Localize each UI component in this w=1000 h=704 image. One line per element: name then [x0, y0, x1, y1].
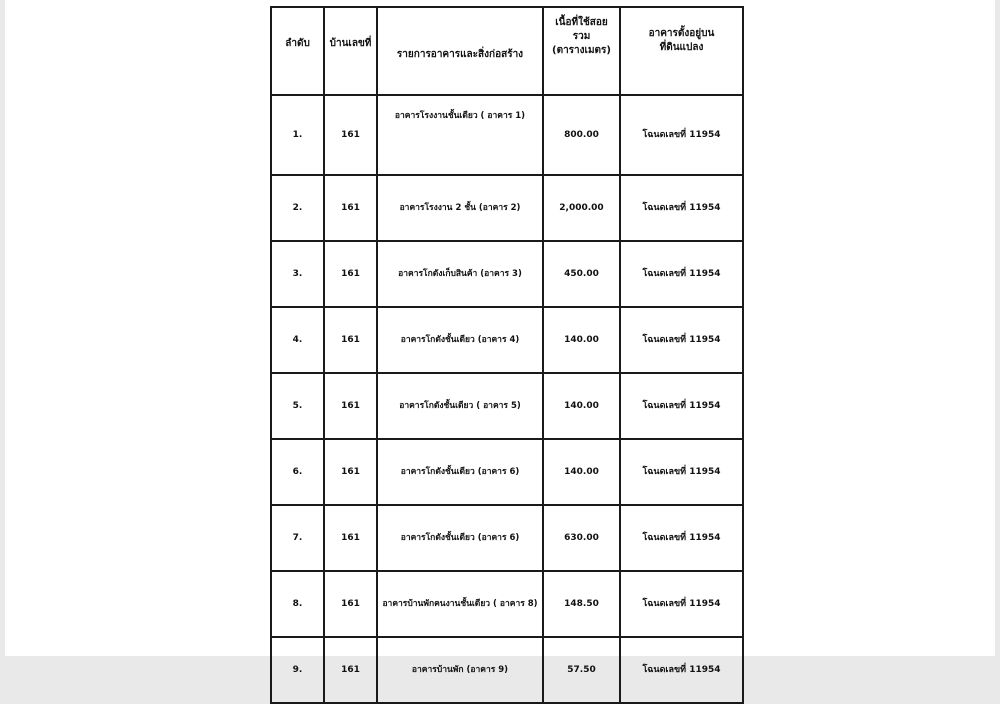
cell-house-no: 161	[324, 637, 377, 703]
cell-area: 140.00	[543, 307, 620, 373]
cell-location: โฉนดเลขที่ 11954	[620, 241, 743, 307]
cell-no: 4.	[271, 307, 324, 373]
cell-house-no: 161	[324, 175, 377, 241]
cell-location: โฉนดเลขที่ 11954	[620, 571, 743, 637]
cell-no: 7.	[271, 505, 324, 571]
cell-description: อาคารโรงงานชั้นเดียว ( อาคาร 1)	[377, 95, 543, 175]
table-row	[271, 307, 743, 373]
table-row	[271, 637, 743, 703]
cell-location: โฉนดเลขที่ 11954	[620, 307, 743, 373]
cell-no: 6.	[271, 439, 324, 505]
cell-area: 2,000.00	[543, 175, 620, 241]
header-location-line1: อาคารตั้งอยู่บน	[648, 28, 715, 39]
cell-description: อาคารโกดังเก็บสินค้า (อาคาร 3)	[377, 241, 543, 307]
header-location-line2: ที่ดินแปลง	[659, 42, 704, 53]
cell-area: 148.50	[543, 571, 620, 637]
cell-house-no: 161	[324, 95, 377, 175]
cell-area: 57.50	[543, 637, 620, 703]
cell-house-no: 161	[324, 505, 377, 571]
cell-description: อาคารโกดังชั้นเดียว (อาคาร 4)	[377, 307, 543, 373]
cell-location: โฉนดเลขที่ 11954	[620, 373, 743, 439]
table-row	[271, 373, 743, 439]
header-no: ลำดับ	[271, 7, 324, 95]
cell-description: อาคารบ้านพัก (อาคาร 9)	[377, 637, 543, 703]
cell-house-no: 161	[324, 307, 377, 373]
cell-house-no: 161	[324, 241, 377, 307]
cell-area: 140.00	[543, 373, 620, 439]
cell-area: 800.00	[543, 95, 620, 175]
cell-house-no: 161	[324, 439, 377, 505]
header-area-line2: (ตารางเมตร)	[552, 45, 611, 56]
table-header-row	[271, 7, 743, 95]
cell-no: 5.	[271, 373, 324, 439]
table-row	[271, 505, 743, 571]
header-house-no: บ้านเลขที่	[324, 7, 377, 95]
cell-description: อาคารโรงงาน 2 ชั้น (อาคาร 2)	[377, 175, 543, 241]
cell-no: 2.	[271, 175, 324, 241]
cell-area: 450.00	[543, 241, 620, 307]
table-row	[271, 439, 743, 505]
header-description: รายการอาคารและสิ่งก่อสร้าง	[377, 7, 543, 95]
cell-no: 3.	[271, 241, 324, 307]
cell-no: 8.	[271, 571, 324, 637]
cell-area: 140.00	[543, 439, 620, 505]
table-row	[271, 95, 743, 175]
header-location	[620, 7, 743, 95]
cell-location: โฉนดเลขที่ 11954	[620, 505, 743, 571]
header-area-line1: เนื้อที่ใช้สอยรวม	[555, 17, 608, 42]
cell-description: อาคารโกดังชั้นเดียว (อาคาร 6)	[377, 439, 543, 505]
header-area	[543, 7, 620, 95]
cell-area: 630.00	[543, 505, 620, 571]
cell-house-no: 161	[324, 571, 377, 637]
cell-no: 9.	[271, 637, 324, 703]
buildings-table	[270, 6, 744, 704]
cell-no: 1.	[271, 95, 324, 175]
cell-description: อาคารโกดังชั้นเดียว (อาคาร 6)	[377, 505, 543, 571]
document-page	[5, 0, 995, 675]
cell-location: โฉนดเลขที่ 11954	[620, 439, 743, 505]
cell-location: โฉนดเลขที่ 11954	[620, 637, 743, 703]
table-row	[271, 175, 743, 241]
table-row	[271, 241, 743, 307]
cell-house-no: 161	[324, 373, 377, 439]
cell-description: อาคารโกดังชั้นเดียว ( อาคาร 5)	[377, 373, 543, 439]
cell-location: โฉนดเลขที่ 11954	[620, 95, 743, 175]
cell-description: อาคารบ้านพักคนงานชั้นเดียว ( อาคาร 8)	[377, 571, 543, 637]
table-row	[271, 571, 743, 637]
cell-location: โฉนดเลขที่ 11954	[620, 175, 743, 241]
